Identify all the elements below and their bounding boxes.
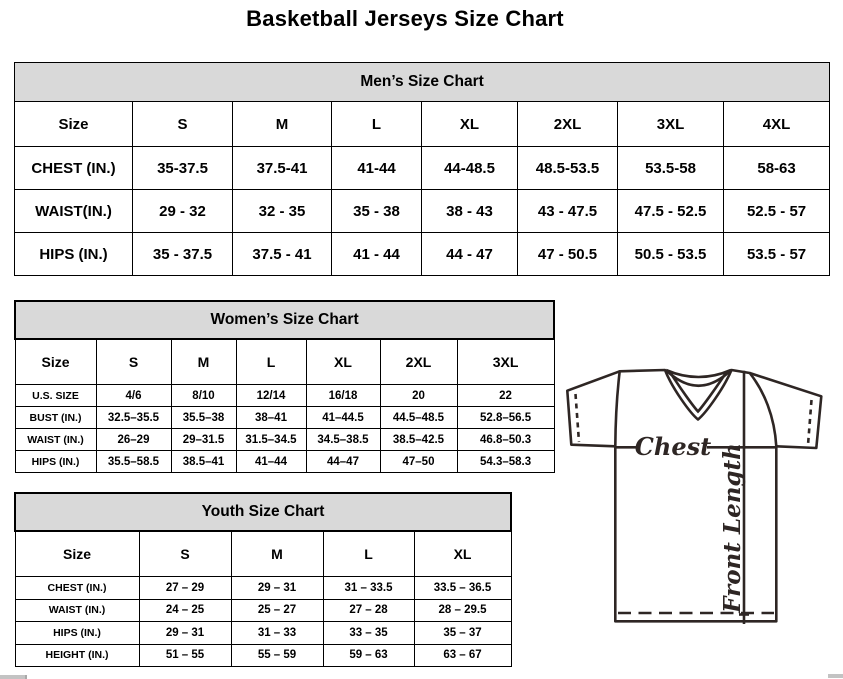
row-label: U.S. SIZE	[15, 385, 96, 407]
column-header: XL	[422, 102, 518, 147]
table-title: Men’s Size Chart	[15, 63, 830, 102]
table-row	[15, 385, 554, 407]
table-row	[15, 577, 511, 600]
size-cell: 35 – 37	[414, 622, 511, 645]
table-row	[15, 429, 554, 451]
column-header: S	[96, 339, 171, 385]
row-label: HIPS (IN.)	[15, 451, 96, 473]
jersey-left-sleeve	[567, 371, 619, 446]
size-cell: 29 – 31	[231, 577, 323, 600]
row-label: HIPS (IN.)	[15, 622, 139, 645]
size-cell: 46.8–50.3	[457, 429, 554, 451]
size-cell: 29–31.5	[171, 429, 236, 451]
size-cell: 44 - 47	[422, 233, 518, 276]
row-label: CHEST (IN.)	[15, 577, 139, 600]
column-header: 3XL	[457, 339, 554, 385]
size-cell: 27 – 29	[139, 577, 231, 600]
size-cell: 12/14	[236, 385, 306, 407]
row-label: WAIST (IN.)	[15, 429, 96, 451]
size-cell: 33.5 – 36.5	[414, 577, 511, 600]
size-cell: 44-48.5	[422, 147, 518, 190]
horizontal-scrollbar-fragment-right[interactable]	[828, 674, 843, 678]
size-cell: 35.5–38	[171, 407, 236, 429]
size-cell: 38–41	[236, 407, 306, 429]
size-cell: 35 - 37.5	[133, 233, 233, 276]
size-cell: 33 – 35	[323, 622, 414, 645]
womens-size-chart-table	[14, 300, 555, 473]
column-header: L	[332, 102, 422, 147]
size-cell: 52.8–56.5	[457, 407, 554, 429]
row-label: HIPS (IN.)	[15, 233, 133, 276]
size-cell: 28 – 29.5	[414, 599, 511, 622]
size-cell: 8/10	[171, 385, 236, 407]
size-cell: 34.5–38.5	[306, 429, 380, 451]
table-row	[15, 644, 511, 667]
column-header: Size	[15, 531, 139, 577]
table-row	[15, 233, 830, 276]
column-header: 2XL	[380, 339, 457, 385]
column-header: L	[236, 339, 306, 385]
column-header: Size	[15, 102, 133, 147]
size-cell: 51 – 55	[139, 644, 231, 667]
size-cell: 50.5 - 53.5	[618, 233, 724, 276]
page-title: Basketball Jerseys Size Chart	[246, 6, 564, 31]
column-header: 3XL	[618, 102, 724, 147]
size-cell: 16/18	[306, 385, 380, 407]
size-cell: 41–44	[236, 451, 306, 473]
column-header: L	[323, 531, 414, 577]
size-cell: 4/6	[96, 385, 171, 407]
size-cell: 48.5-53.5	[518, 147, 618, 190]
size-cell: 47 - 50.5	[518, 233, 618, 276]
table-row	[15, 622, 511, 645]
column-header: S	[133, 102, 233, 147]
mens-size-chart-table	[14, 62, 830, 276]
front-length-label: Front Length	[719, 443, 746, 613]
column-header: 2XL	[518, 102, 618, 147]
column-header: M	[233, 102, 332, 147]
size-cell: 25 – 27	[231, 599, 323, 622]
size-cell: 35.5–58.5	[96, 451, 171, 473]
row-label: CHEST (IN.)	[15, 147, 133, 190]
size-cell: 53.5-58	[618, 147, 724, 190]
size-cell: 59 – 63	[323, 644, 414, 667]
column-header: Size	[15, 339, 96, 385]
size-cell: 58-63	[724, 147, 830, 190]
size-cell: 24 – 25	[139, 599, 231, 622]
size-cell: 37.5 - 41	[233, 233, 332, 276]
youth-size-chart-table	[14, 492, 512, 667]
column-header: 4XL	[724, 102, 830, 147]
size-cell: 38.5–42.5	[380, 429, 457, 451]
table-row	[15, 599, 511, 622]
size-cell: 32.5–35.5	[96, 407, 171, 429]
row-label: WAIST(IN.)	[15, 190, 133, 233]
column-header: M	[171, 339, 236, 385]
size-cell: 52.5 - 57	[724, 190, 830, 233]
size-cell: 43 - 47.5	[518, 190, 618, 233]
size-cell: 55 – 59	[231, 644, 323, 667]
size-cell: 53.5 - 57	[724, 233, 830, 276]
table-title: Women’s Size Chart	[15, 301, 554, 339]
table-row	[15, 407, 554, 429]
size-cell: 63 – 67	[414, 644, 511, 667]
size-cell: 35 - 38	[332, 190, 422, 233]
size-cell: 37.5-41	[233, 147, 332, 190]
size-cell: 35-37.5	[133, 147, 233, 190]
table-title: Youth Size Chart	[15, 493, 511, 531]
column-header: S	[139, 531, 231, 577]
size-cell: 29 - 32	[133, 190, 233, 233]
horizontal-scrollbar-fragment-left[interactable]	[0, 675, 27, 679]
size-cell: 41-44	[332, 147, 422, 190]
size-cell: 22	[457, 385, 554, 407]
chest-label: Chest	[634, 432, 712, 461]
table-row	[15, 190, 830, 233]
size-cell: 31 – 33	[231, 622, 323, 645]
size-cell: 32 - 35	[233, 190, 332, 233]
size-cell: 27 – 28	[323, 599, 414, 622]
row-label: BUST (IN.)	[15, 407, 96, 429]
size-cell: 41 - 44	[332, 233, 422, 276]
size-cell: 38 - 43	[422, 190, 518, 233]
table-row	[15, 147, 830, 190]
size-cell: 31.5–34.5	[236, 429, 306, 451]
size-cell: 54.3–58.3	[457, 451, 554, 473]
size-cell: 47.5 - 52.5	[618, 190, 724, 233]
size-cell: 44–47	[306, 451, 380, 473]
jersey-collar-curve-1	[666, 370, 731, 377]
size-cell: 31 – 33.5	[323, 577, 414, 600]
size-cell: 47–50	[380, 451, 457, 473]
size-cell: 41–44.5	[306, 407, 380, 429]
row-label: HEIGHT (IN.)	[15, 644, 139, 667]
jersey-measurement-diagram	[558, 358, 843, 650]
size-cell: 29 – 31	[139, 622, 231, 645]
size-cell: 20	[380, 385, 457, 407]
column-header: XL	[414, 531, 511, 577]
size-cell: 38.5–41	[171, 451, 236, 473]
size-cell: 44.5–48.5	[380, 407, 457, 429]
column-header: M	[231, 531, 323, 577]
size-cell: 26–29	[96, 429, 171, 451]
row-label: WAIST (IN.)	[15, 599, 139, 622]
table-row	[15, 451, 554, 473]
column-header: XL	[306, 339, 380, 385]
